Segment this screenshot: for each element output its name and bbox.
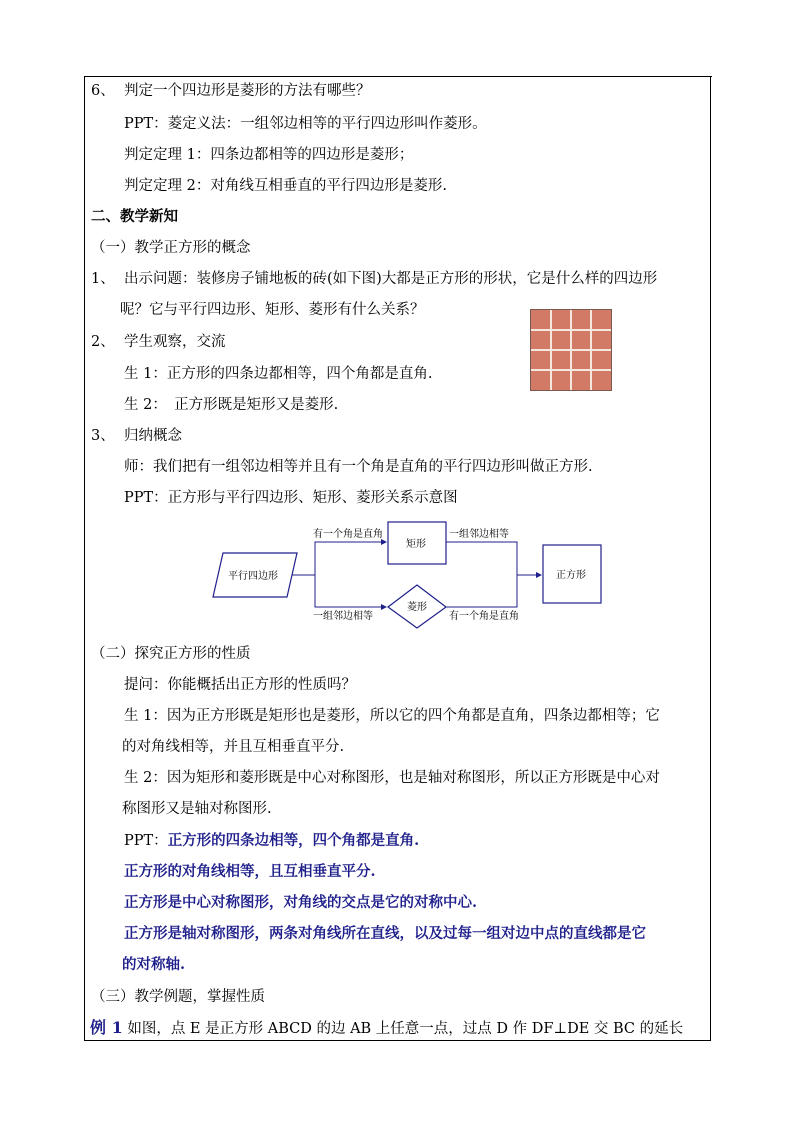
edge-label: 有一个角是直角 <box>449 611 519 622</box>
item-number: 2、 <box>91 334 115 350</box>
teacher-definition: 师：我们把有一组邻边相等并且有一个角是直角的平行四边形叫做正方形. <box>124 459 593 475</box>
teacher-question: 提问：你能概括出正方形的性质吗？ <box>124 677 356 693</box>
arrow-to-rhombus <box>315 575 386 607</box>
property-4-line-2: 的对称轴. <box>122 956 186 973</box>
subsection-heading: （二）探究正方形的性质 <box>91 646 251 662</box>
property-3: 正方形是中心对称图形，对角线的交点是它的对称中心. <box>124 894 478 911</box>
property-2: 正方形的对角线相等，且互相垂直平分. <box>124 863 376 880</box>
problem-1-line-2: 呢？它与平行四边形、矩形、菱形有什么关系？ <box>120 302 425 318</box>
floor-tile-image <box>530 309 612 391</box>
student-answer-1-line-2: 的对角线相等，并且互相垂直平分. <box>122 739 345 755</box>
summarize-concept: 归纳概念 <box>124 428 182 444</box>
item-number: 6、 <box>91 83 115 99</box>
property-4-line-1: 正方形是轴对称图形，两条对角线所在直线，以及过每一组对边中点的直线都是它 <box>124 925 646 942</box>
ppt-prefix: PPT： <box>124 833 168 849</box>
example-1-text: 如图，点 E 是正方形 ABCD 的边 AB 上任意一点，过点 D 作 DF⊥DE 交 BC 的延长 <box>127 1021 684 1037</box>
student-answer-2-line-1: 生 2：因为矩形和菱形既是中心对称图形，也是轴对称图形，所以正方形既是中心对 <box>124 770 660 786</box>
student-1: 生 1：正方形的四条边都相等，四个角都是直角. <box>124 366 433 382</box>
rhombus-label: 菱形 <box>407 602 427 613</box>
rectangle-label: 矩形 <box>406 539 426 550</box>
section-heading: 二、教学新知 <box>91 208 178 225</box>
edge-label: 有一个角是直角 <box>313 529 383 540</box>
relationship-diagram <box>205 515 615 633</box>
property-1: 正方形的四条边相等，四个角都是直角. <box>167 832 420 849</box>
square-label: 正方形 <box>556 570 586 581</box>
student-answer-1-line-1: 生 1：因为正方形既是矩形也是菱形，所以它的四个角都是直角，四条边都相等；它 <box>124 708 660 724</box>
ppt-properties <box>124 831 419 851</box>
ppt-diagram-caption: PPT：正方形与平行四边形、矩形、菱形关系示意图 <box>124 490 458 506</box>
item-number: 3、 <box>91 428 115 444</box>
student-answer-2-line-2: 称图形又是轴对称图形. <box>122 801 272 817</box>
subsection-heading: （三）教学例题，掌握性质 <box>91 989 265 1005</box>
problem-1-line-1: 出示问题：装修房子铺地板的砖(如下图)大都是正方形的形状，它是什么样的四边形 <box>124 271 658 287</box>
subsection-heading: （一）教学正方形的概念 <box>91 240 251 256</box>
observe-exchange: 学生观察，交流 <box>124 334 226 350</box>
arrow-to-rectangle <box>292 542 386 575</box>
question-6: 判定一个四边形是菱形的方法有哪些？ <box>124 83 371 99</box>
student-2: 生 2： 正方形既是矩形又是菱形. <box>124 397 339 413</box>
arrow-rhombus-to-square <box>446 575 517 607</box>
example-label: 例 1 <box>90 1018 123 1037</box>
edge-label: 一组邻边相等 <box>313 611 373 622</box>
arrow-rectangle-to-square <box>446 542 541 575</box>
parallelogram-label: 平行四边形 <box>228 571 278 582</box>
theorem-2: 判定定理 2：对角线互相垂直的平行四边形是菱形. <box>124 178 447 194</box>
edge-label: 一组邻边相等 <box>449 529 509 540</box>
ppt-definition: PPT：菱定义法：一组邻边相等的平行四边形叫作菱形。 <box>124 116 487 132</box>
theorem-1: 判定定理 1：四条边都相等的四边形是菱形； <box>124 147 414 163</box>
item-number: 1、 <box>91 271 115 287</box>
